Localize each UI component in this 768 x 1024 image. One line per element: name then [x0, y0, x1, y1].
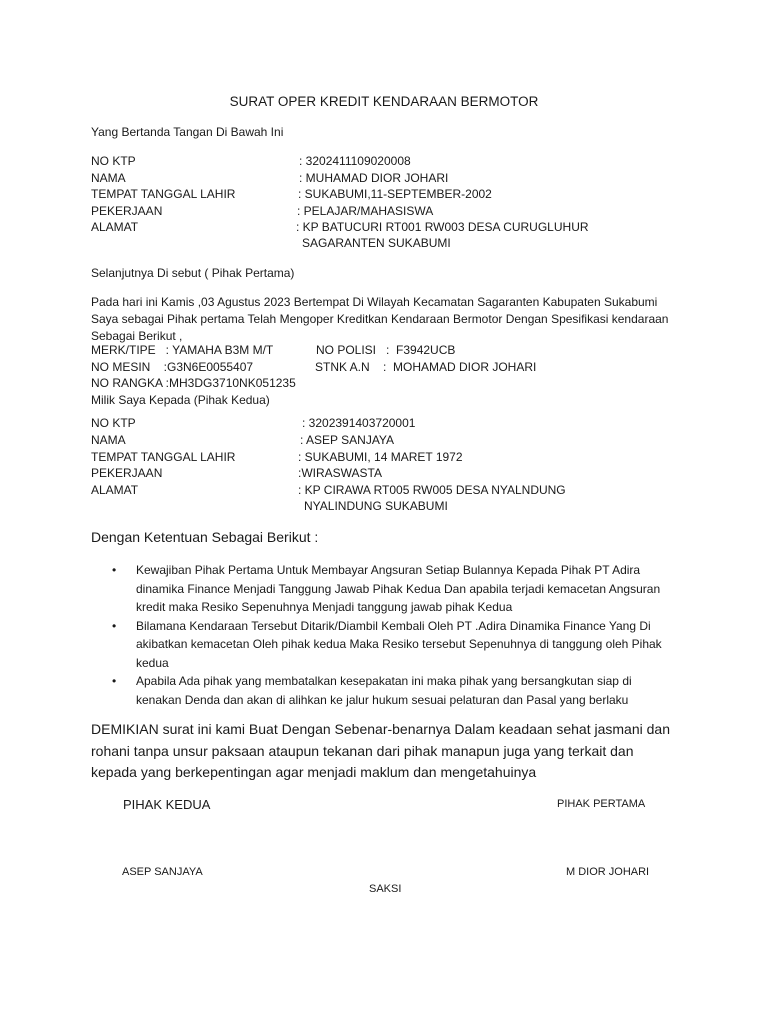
- bullet-icon: •: [112, 674, 117, 688]
- pihak-pertama-name: M DIOR JOHARI: [566, 866, 650, 878]
- bullet-icon: •: [112, 618, 117, 633]
- alamat-line-2: NYALINDUNG SUKABUMI: [304, 499, 448, 513]
- vehicle-mesin: NO MESIN :G3N6E0055407: [91, 360, 254, 374]
- field-value: : SUKABUMI,11-SEPTEMBER-2002: [298, 187, 492, 201]
- field-row: [91, 154, 691, 171]
- field-label: NO KTP: [91, 416, 136, 430]
- ketentuan-heading: Dengan Ketentuan Sebagai Berikut :: [91, 529, 319, 545]
- field-value: : 3202391403720001: [302, 416, 416, 430]
- list-item: [112, 561, 672, 617]
- sebut-pihak-pertama: Selanjutnya Di sebut ( Pihak Pertama): [91, 266, 295, 280]
- field-label: ALAMAT: [91, 483, 139, 497]
- field-value: : ASEP SANJAYA: [300, 433, 395, 447]
- field-label: ALAMAT: [91, 220, 139, 234]
- vehicle-stnk: STNK A.N : MOHAMAD DIOR JOHARI: [315, 360, 537, 374]
- pihak-kedua-name: ASEP SANJAYA: [122, 866, 203, 878]
- paragraph-operkredit: Pada hari ini Kamis ,03 Agustus 2023 Bertempat Di Wilayah Kecamatan Sagaranten Kabupaten Sukabumi Saya sebagai Pihak pertama Telah Mengoper Kreditkan Kendaraan Bermotor Dengan Spesifikasi kendaraan Sebagai Berikut ,: [91, 295, 669, 343]
- vehicle-merk: MERK/TIPE : YAMAHA B3M M/T: [91, 343, 274, 357]
- field-value: :WIRASWASTA: [298, 466, 382, 480]
- list-item: [112, 617, 672, 673]
- milik-text: Milik Saya Kepada (Pihak Kedua): [91, 393, 270, 407]
- list-item: [112, 672, 672, 709]
- field-value: : SUKABUMI, 14 MARET 1972: [298, 450, 463, 464]
- field-row: [91, 450, 691, 467]
- field-value: : KP CIRAWA RT005 RW005 DESA NYALNDUNG: [298, 483, 566, 497]
- field-row: [91, 187, 691, 204]
- field-row: [91, 416, 691, 433]
- saksi-label: SAKSI: [369, 883, 402, 895]
- field-label: PEKERJAAN: [91, 466, 163, 480]
- field-row: [91, 204, 691, 221]
- intro-text: Yang Bertanda Tangan Di Bawah Ini: [91, 125, 284, 139]
- ketentuan-list: [112, 561, 672, 709]
- pihak-kedua-label: PIHAK KEDUA: [123, 797, 211, 812]
- list-item-text: Apabila Ada pihak yang membatalkan kesepakatan ini maka pihak yang bersangkutan siap di kenakan Denda dan akan di alihkan ke jalur hukum sesuai pelaturan dan Pasal yang berlaku: [136, 674, 632, 707]
- field-label: NO KTP: [91, 154, 136, 168]
- field-value: : MUHAMAD DIOR JOHARI: [299, 171, 449, 185]
- alamat-line-2: SAGARANTEN SUKABUMI: [302, 236, 451, 250]
- closing-paragraph: DEMIKIAN surat ini kami Buat Dengan Sebenar-benarnya Dalam keadaan sehat jasmani dan rohani tanpa unsur paksaan ataupun tekanan dari pihak manapun juga yang terkait dan kepada yang berkepentingan agar menjadi maklum dan mengetahuinya: [91, 721, 670, 780]
- field-row: [91, 483, 691, 500]
- field-label: NAMA: [91, 433, 126, 447]
- field-value: : 3202411109020008: [299, 154, 411, 168]
- list-item-text: Kewajiban Pihak Pertama Untuk Membayar Angsuran Setiap Bulannya Kepada Pihak PT Adira dinamika Finance Menjadi Tanggung Jawab Pihak Kedua Dan apabila terjadi kemacetan Angsuran kredit maka Resiko Sepenuhnya Menjadi tanggung jawab pihak Kedua: [136, 563, 661, 614]
- field-row: [91, 220, 691, 237]
- document-title: SURAT OPER KREDIT KENDARAAN BERMOTOR: [229, 94, 539, 109]
- vehicle-polisi: NO POLISI : F3942UCB: [316, 343, 456, 357]
- field-value: : PELAJAR/MAHASISWA: [297, 204, 434, 218]
- field-label: TEMPAT TANGGAL LAHIR: [91, 450, 236, 464]
- field-label: TEMPAT TANGGAL LAHIR: [91, 187, 236, 201]
- field-value: : KP BATUCURI RT001 RW003 DESA CURUGLUHUR: [296, 220, 589, 234]
- field-row: [91, 171, 691, 188]
- pihak-pertama-label: PIHAK PERTAMA: [557, 798, 646, 810]
- list-item-text: Bilamana Kendaraan Tersebut Ditarik/Diambil Kembali Oleh PT .Adira Dinamika Finance Yang Di akibatkan kemacetan Oleh pihak kedua Maka Resiko tersebut Sepenuhnya di tanggung oleh Pihak kedua: [136, 618, 662, 670]
- field-label: NAMA: [91, 171, 126, 185]
- field-row: [91, 466, 691, 483]
- field-label: PEKERJAAN: [91, 204, 163, 218]
- bullet-icon: •: [112, 563, 117, 577]
- vehicle-rangka: NO RANGKA :MH3DG3710NK051235: [91, 376, 296, 390]
- field-row: [91, 433, 691, 450]
